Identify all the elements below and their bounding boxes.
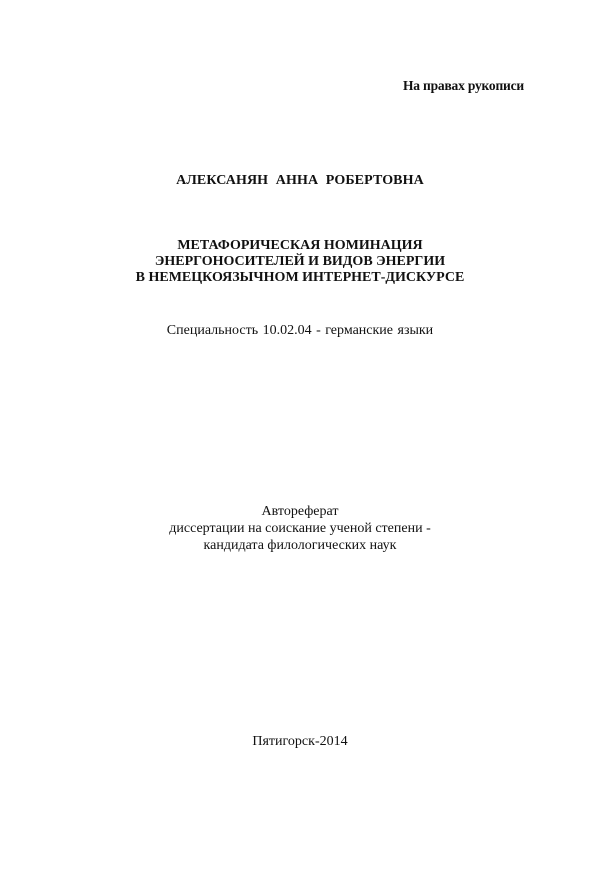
specialty-line: Специальность 10.02.04 - германские языки (166, 323, 434, 338)
degree-line: диссертации на соискание ученой степени - (169, 521, 431, 536)
abstract-description (0, 503, 600, 554)
title-line: МЕТАФОРИЧЕСКАЯ НОМИНАЦИЯ (177, 238, 423, 253)
dissertation-title (0, 238, 600, 286)
rights-notice: На правах рукописи (403, 78, 524, 93)
title-line: В НЕМЕЦКОЯЗЫЧНОМ ИНТЕРНЕТ-ДИСКУРСЕ (135, 270, 465, 285)
abstract-label: Автореферат (261, 504, 339, 519)
title-line: ЭНЕРГОНОСИТЕЛЕЙ И ВИДОВ ЭНЕРГИИ (154, 254, 446, 269)
degree-field-line: кандидата филологических наук (203, 538, 397, 553)
author-name: АЛЕКСАНЯН АННА РОБЕРТОВНА (176, 173, 424, 188)
city-year: Пятигорск-2014 (252, 734, 348, 749)
